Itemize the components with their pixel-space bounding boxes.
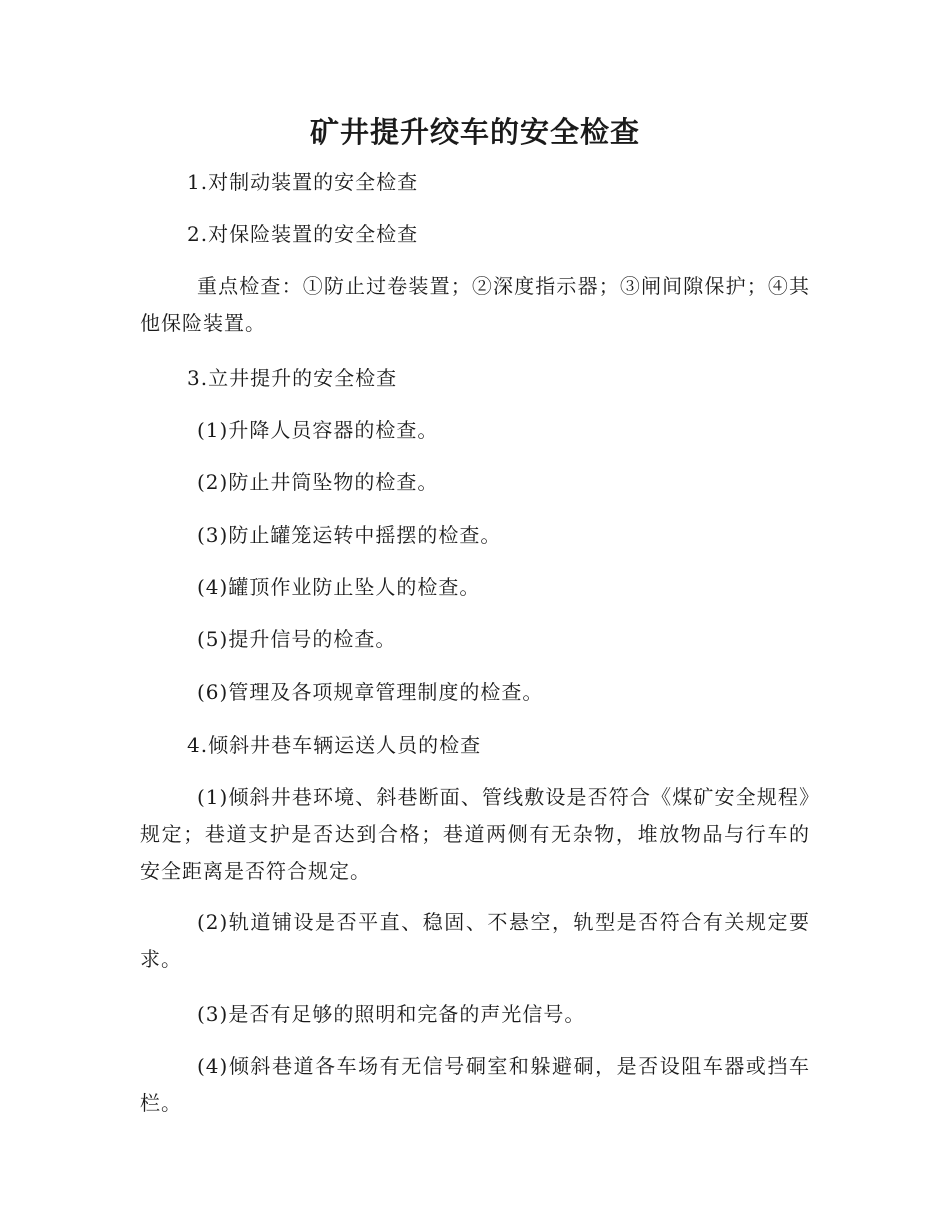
list-item-inclined-2: (2)轨道铺设是否平直、稳固、不悬空，轨型是否符合有关规定要求。 [140, 910, 810, 971]
heading-safety-device-inspection: 2.对保险装置的安全检查 [187, 222, 419, 246]
heading-inclined-shaft-inspection: 4.倾斜井巷车辆运送人员的检查 [187, 733, 482, 757]
list-item-vertical-6: (6)管理及各项规章管理制度的检查。 [197, 680, 544, 704]
list-item-inclined-4: (4)倾斜巷道各车场有无信号硐室和躲避硐，是否设阻车器或挡车栏。 [140, 1054, 810, 1115]
document-title: 矿井提升绞车的安全检查 [309, 115, 640, 149]
list-item-inclined-1: (1)倾斜井巷环境、斜巷断面、管线敷设是否符合《煤矿安全规程》规定；巷道支护是否达到合格；巷道两侧有无杂物，堆放物品与行车的安全距离是否符合规定。 [140, 785, 810, 883]
list-item-vertical-3: (3)防止罐笼运转中摇摆的检查。 [197, 523, 502, 547]
list-item-vertical-1: (1)升降人员容器的检查。 [197, 418, 439, 442]
list-item-vertical-5: (5)提升信号的检查。 [197, 627, 397, 651]
list-item-vertical-2: (2)防止井筒坠物的检查。 [197, 470, 439, 494]
paragraph-key-checks: 重点检查：①防止过卷装置；②深度指示器；③闸间隙保护；④其他保险装置。 [140, 274, 810, 335]
heading-brake-inspection: 1.对制动装置的安全检查 [187, 170, 419, 194]
list-item-vertical-4: (4)罐顶作业防止坠人的检查。 [197, 575, 481, 599]
heading-vertical-shaft-inspection: 3.立井提升的安全检查 [187, 366, 398, 390]
list-item-inclined-3: (3)是否有足够的照明和完备的声光信号。 [197, 1002, 586, 1026]
